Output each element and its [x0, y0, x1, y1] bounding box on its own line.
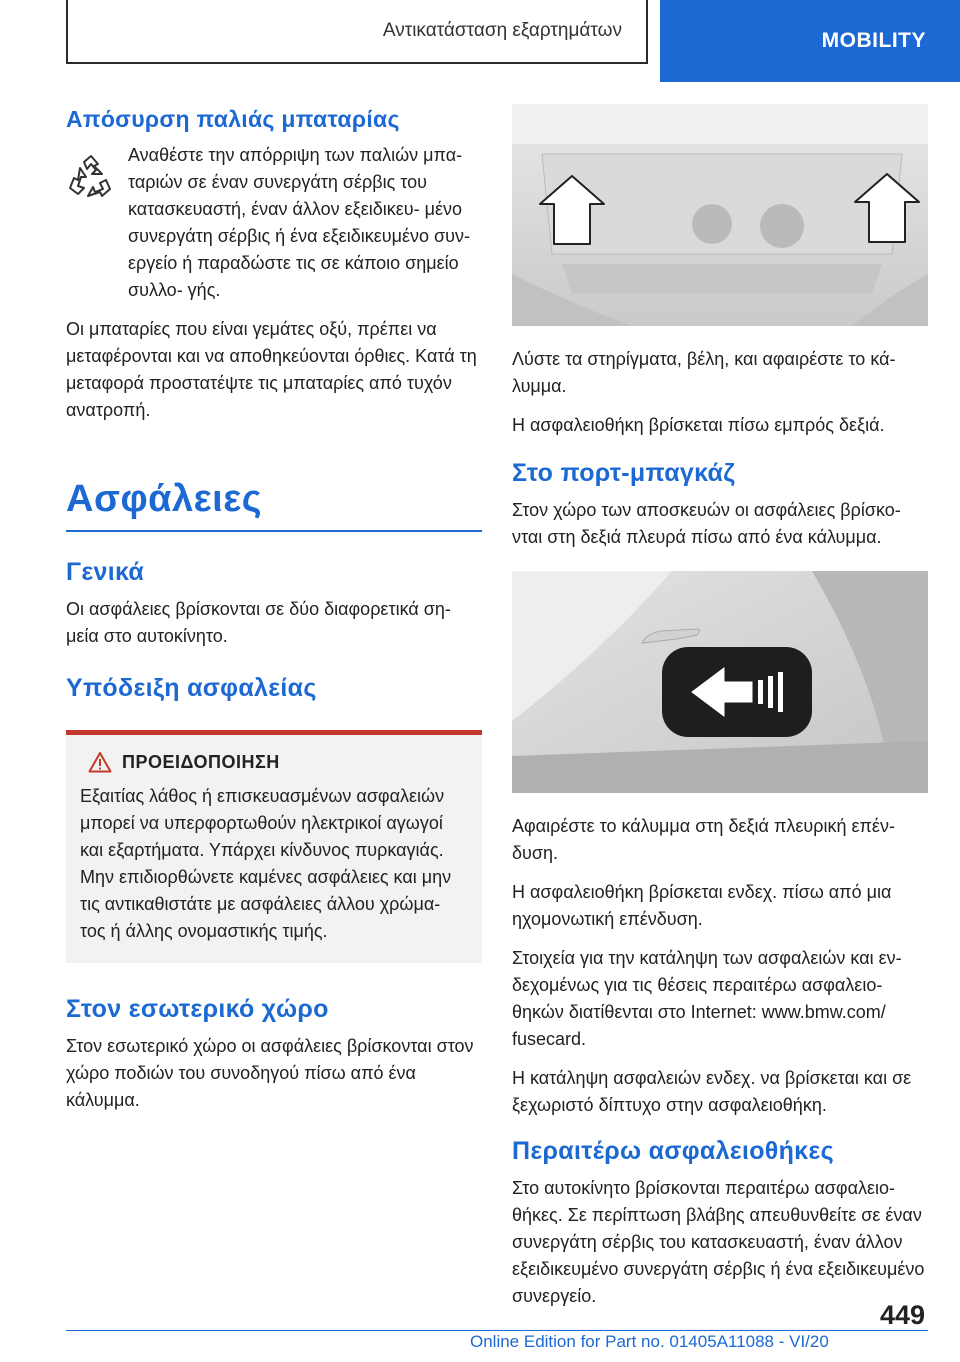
- fuses-title: Ασφάλειες: [66, 476, 482, 532]
- page-number: 449: [880, 1300, 926, 1330]
- warning-text: Εξαιτίας λάθος ή επισκευασμένων ασφαλειών μπορεί να υπερφορτωθούν ηλεκτρικοί αγωγοί και εξαρτήματα. Υπάρχει κίνδυνος πυρκαγιάς. Μην επιδιορθώνετε καμένες ασφάλειες και μην τις αντικαθιστάτε με ασφάλειες άλλου χρώμα- τος ή άλλης ονομαστικής τιμής.: [80, 786, 452, 941]
- footer-divider: [66, 1330, 928, 1331]
- safety-heading: Υπόδειξη ασφαλείας: [66, 674, 317, 702]
- general-heading: Γενικά: [66, 558, 145, 586]
- warning-title: ΠΡΟΕΙΔΟΠΟΙΗΣΗ: [122, 751, 280, 772]
- disposal-block: [66, 142, 482, 316]
- trunk-heading: Στο πορτ-μπαγκάζ: [512, 459, 736, 487]
- interior-heading: Στον εσωτερικό χώρο: [66, 995, 329, 1023]
- fuse-leaflet-paragraph: Η κατάληψη ασφαλειών ενδεχ. να βρίσκεται και σε ξεχωριστό δίπτυχο στην ασφαλειοθήκη.: [512, 1068, 912, 1115]
- fusecard-paragraph: Στοιχεία για την κατάληψη των ασφαλειών και εν- δεχομένως για τις θέσεις περαιτέρω ασφαλειο- θηκών διατίθενται στο Internet: www.bmw.com/ fusecard.: [512, 948, 902, 1049]
- caption-2: Αφαιρέστε το κάλυμμα στη δεξιά πλευρική επέν- δυση.: [512, 816, 895, 863]
- warning-box: [66, 730, 482, 963]
- disposal-paragraph-1: Αναθέστε την απόρριψη των παλιών μπα- ταριών σε έναν συνεργάτη σέρβις του κατασκευαστή, έναν άλλον εξειδικευ- μένο συνεργάτη σέρβις ή ένα εξειδικευμένο συν- εργείο ή παραδώστε τις σε κάποιο σημείο συλλο- γής.: [128, 145, 470, 300]
- interior-paragraph: Στον εσωτερικό χώρο οι ασφάλειες βρίσκονται στον χώρο ποδιών του συνοδηγού πίσω από ένα κάλυμμα.: [66, 1036, 474, 1110]
- warning-triangle-icon: [88, 751, 112, 773]
- warning-header: [88, 751, 468, 773]
- disposal-heading: Απόσυρση παλιάς μπαταρίας: [66, 106, 400, 132]
- extra-fuseboxes-paragraph: Στο αυτοκίνητο βρίσκονται περαιτέρω ασφαλειο- θήκες. Σε περίπτωση βλάβης απευθυνθείτε σε έναν συνεργάτη σέρβις του κατασκευαστή, έναν άλλον εξειδικευμένο συνεργάτη σέρβις ή ένα εξειδικευμένο συνεργείο.: [512, 1178, 925, 1306]
- caption-1: Λύστε τα στηρίγματα, βέλη, και αφαιρέστε το κά- λυμμα.: [512, 349, 896, 396]
- disposal-paragraph-2: Οι μπαταρίες που είναι γεμάτες οξύ, πρέπει να μεταφέρονται και να αποθηκεύονται όρθιες. Κατά τη μεταφορά προστατέψτε τις μπαταρίες από τυχόν ανατροπή.: [66, 319, 477, 420]
- footer-edition: Online Edition for Part no. 01405A11088 - VI/20: [470, 1332, 829, 1351]
- fusebox-location-paragraph: Η ασφαλειοθήκη βρίσκεται πίσω εμπρός δεξιά.: [512, 415, 885, 435]
- right-column: [512, 104, 928, 1322]
- extra-fuseboxes-heading: Περαιτέρω ασφαλειοθήκες: [512, 1137, 834, 1165]
- header-chapter-tab: [660, 0, 960, 82]
- interior-cover-photo: [512, 104, 928, 326]
- header-section-title: Αντικατάσταση εξαρτημάτων: [382, 20, 622, 41]
- sound-insulation-paragraph: Η ασφαλειοθήκη βρίσκεται ενδεχ. πίσω από μια ηχομονωτική επένδυση.: [512, 882, 892, 929]
- left-column: [66, 104, 482, 1126]
- general-paragraph: Οι ασφάλειες βρίσκονται σε δύο διαφορετικά ση- μεία στο αυτοκίνητο.: [66, 599, 451, 646]
- trunk-cover-photo: [512, 571, 928, 793]
- header-section-box: [66, 0, 648, 64]
- trunk-paragraph: Στον χώρο των αποσκευών οι ασφάλειες βρίσκο- νται στη δεξιά πλευρά πίσω από ένα κάλυμμα.: [512, 500, 901, 547]
- chapter-tab-label: MOBILITY: [821, 29, 926, 52]
